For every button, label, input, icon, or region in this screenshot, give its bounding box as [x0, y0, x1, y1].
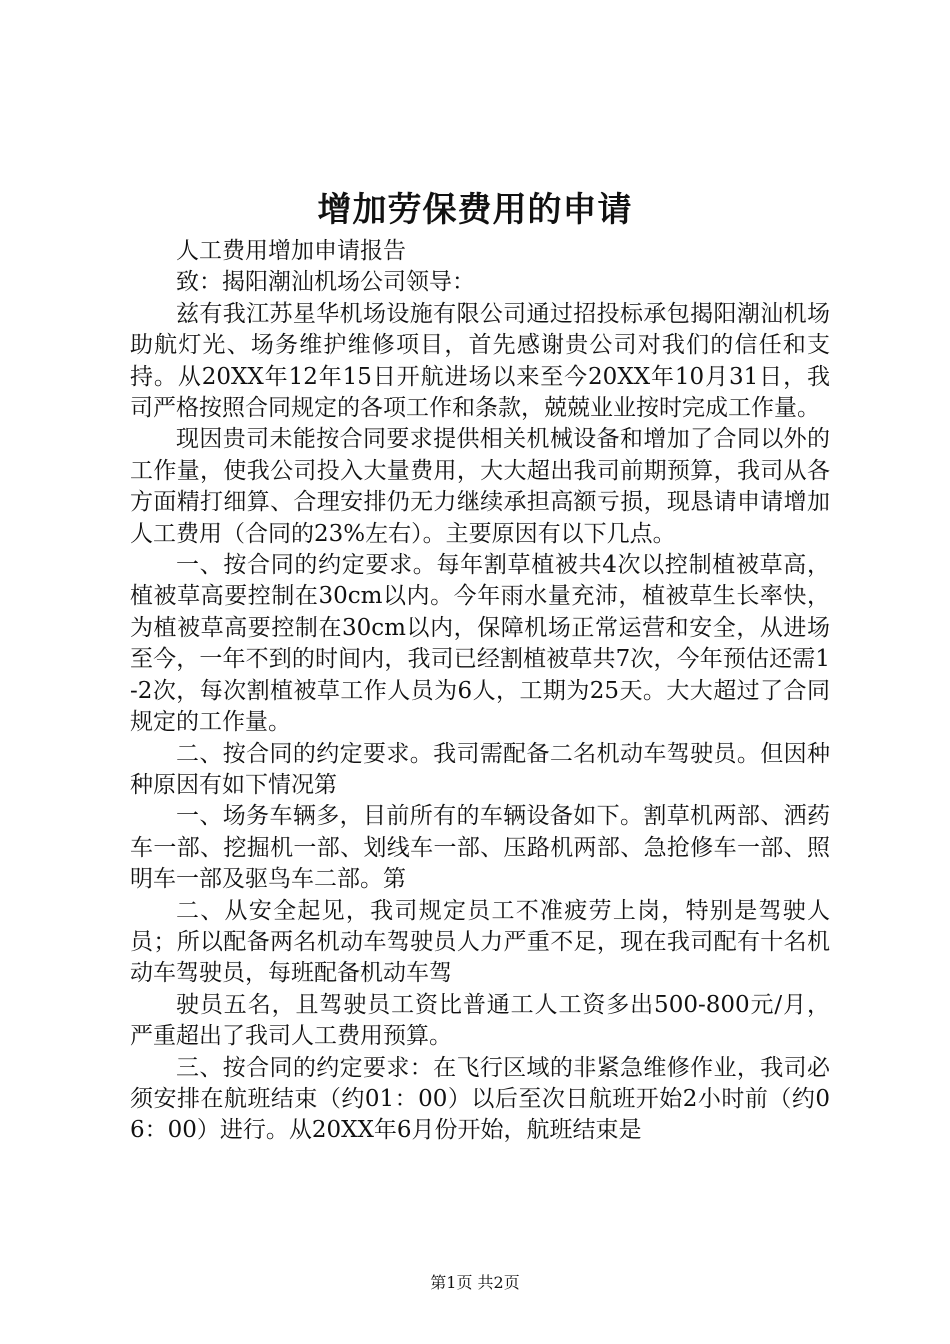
paragraph-point-2: 二、按合同的约定要求。我司需配备二名机动车驾驶员。但因种种原因有如下情况第: [130, 740, 830, 798]
paragraph-point-3: 三、按合同的约定要求：在飞行区域的非紧急维修作业，我司必须安排在航班结束（约01：00）以后至次日航班开始2小时前（约06：00）进行。从20XX年6月份开始，航班结束是: [130, 1054, 830, 1144]
paragraph-reason: 现因贵司未能按合同要求提供相关机械设备和增加了合同以外的工作量，使我公司投入大量费用，大大超出我司前期预算，我司从各方面精打细算、合理安排仍无力继续承担高额亏损，现恳请申请增加人工费用（合同的23%左右）。主要原因有以下几点。: [130, 426, 830, 547]
paragraph-point-2-vehicles: 一、场务车辆多，目前所有的车辆设备如下。割草机两部、洒药车一部、挖掘机一部、划线车一部、压路机两部、急抢修车一部、照明车一部及驱鸟车二部。第: [130, 803, 830, 893]
salutation: 致：揭阳潮汕机场公司领导：: [176, 269, 475, 296]
page-footer: 第1页 共2页: [430, 1273, 520, 1292]
paragraph-intro: 兹有我江苏星华机场设施有限公司通过招投标承包揭阳潮汕机场助航灯光、场务维护维修项目，首先感谢贵公司对我们的信任和支持。从20XX年12年15日开航进场以来至今20XX年10月31日，我司严格按照合同规定的各项工作和条款，兢兢业业按时完成工作量。: [130, 300, 830, 422]
paragraph-point-2-safety: 二、从安全起见，我司规定员工不准疲劳上岗，特别是驾驶人员；所以配备两名机动车驾驶员人力严重不足，现在我司配有十名机动车驾驶员，每班配备机动车驾: [130, 897, 830, 987]
paragraph-point-1: 一、按合同的约定要求。每年割草植被共4次以控制植被草高，植被草高要控制在30cm以内。今年雨水量充沛，植被草生长率快，为植被草高要控制在30cm以内，保障机场正常运营和安全，从进场至今，一年不到的时间内，我司已经割植被草共7次，今年预估还需1-2次，每次割植被草工作人员为6人，工期为25天。大大超过了合同规定的工作量。: [130, 552, 830, 736]
paragraph-point-2-drivers: 驶员五名，且驾驶员工资比普通工人工资多出500-800元/月，严重超出了我司人工费用预算。: [130, 991, 830, 1050]
document-title: 增加劳保费用的申请: [317, 190, 633, 230]
report-subtitle: 人工费用增加申请报告: [176, 238, 406, 264]
document-body: [130, 236, 830, 1147]
